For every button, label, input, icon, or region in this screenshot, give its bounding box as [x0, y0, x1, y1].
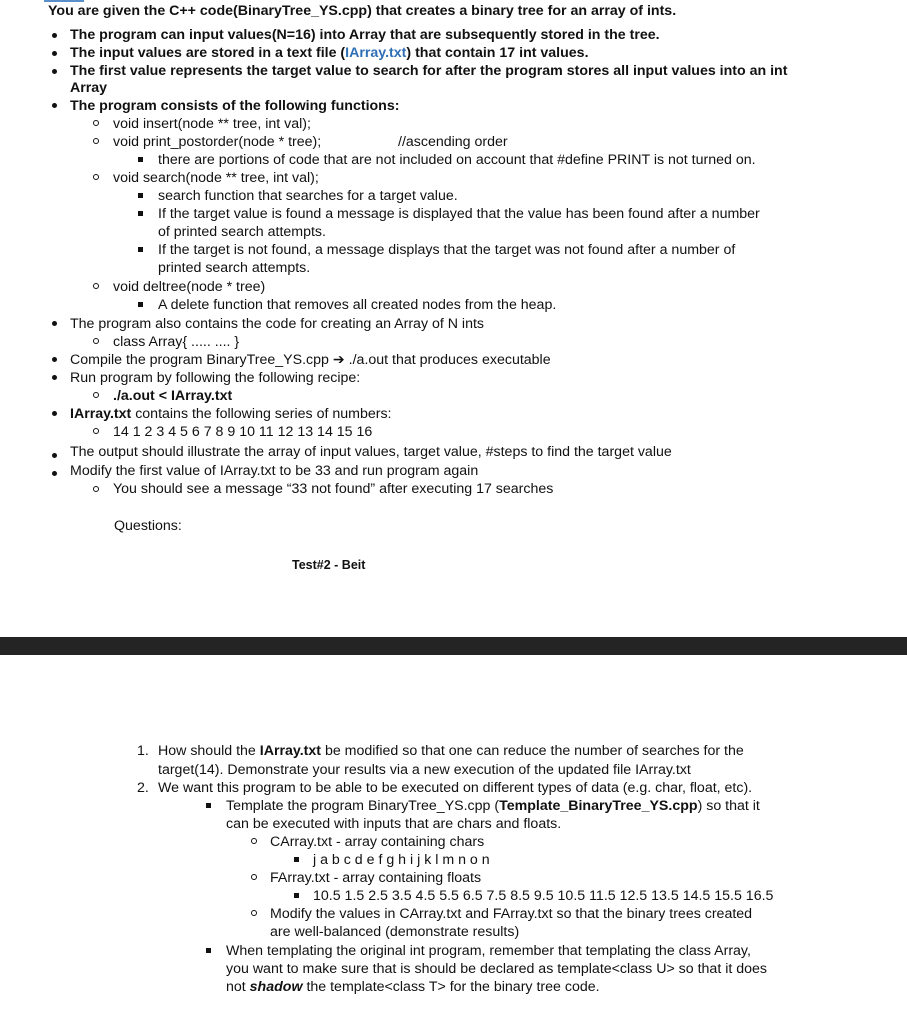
- sub-bullet-text: there are portions of code that are not included on account that #define PRINT is not turned on.: [158, 152, 756, 168]
- sub-bullet-text: If the target value is found a message is displayed that the value has been found after a number: [158, 206, 760, 222]
- sub-bullet-text: A delete function that removes all created nodes from the heap.: [158, 297, 557, 313]
- function-search: void search(node ** tree, int val);: [113, 170, 319, 186]
- questions-label: Questions:: [114, 518, 182, 534]
- sub-bullet-text: Template the program BinaryTree_YS.cpp (Template_BinaryTree_YS.cpp) so that it: [226, 798, 760, 814]
- template-note-cont: not shadow the template<class T> for the binary tree code.: [226, 979, 600, 995]
- bullet-disc: [52, 411, 57, 416]
- bullet-text: Modify the first value of IArray.txt to be 33 and run program again: [70, 463, 479, 479]
- page-divider-band: [0, 637, 907, 655]
- class-array: class Array{ ..... .... }: [113, 334, 240, 350]
- bullet-circle: [251, 874, 257, 880]
- question-2-text: We want this program to be able to be executed on different types of data (e.g. char, float, etc).: [158, 780, 753, 796]
- function-insert: void insert(node ** tree, int val);: [113, 116, 311, 132]
- bullet-disc: [52, 471, 57, 476]
- bullet-text: The first value represents the target value to search for after the program stores all input values into an int: [70, 63, 788, 79]
- bullet-disc: [52, 375, 57, 380]
- bullet-circle: [251, 838, 257, 844]
- bullet-disc: [52, 357, 57, 362]
- carray-values: j a b c d e f g h i j k l m n o n: [313, 852, 490, 868]
- modify-text: Modify the values in CArray.txt and FArray.txt so that the binary trees created: [270, 906, 753, 922]
- bullet-square: [138, 302, 143, 307]
- bullet-circle: [93, 428, 99, 434]
- template-note-cont: you want to make sure that is should be declared as template<class U> so that it does: [226, 961, 768, 977]
- bullet-square: [138, 247, 143, 252]
- bullet-circle: [93, 174, 99, 180]
- bullet-text: The program can input values(N=16) into Array that are subsequently stored in the tree.: [70, 27, 660, 43]
- bullet-disc: [52, 321, 57, 326]
- template-note: When templating the original int program, remember that templating the class Array,: [226, 943, 751, 959]
- bullet-square: [138, 193, 143, 198]
- modify-text-cont: are well-balanced (demonstrate results): [270, 924, 520, 940]
- bullet-disc: [52, 33, 57, 38]
- bullet-text: IArray.txt contains the following series of numbers:: [70, 406, 392, 422]
- sub-bullet-text-cont: can be executed with inputs that are chars and floats.: [226, 816, 562, 832]
- function-deltree: void deltree(node * tree): [113, 279, 266, 295]
- question-number: 1.: [137, 743, 149, 759]
- question-1-text: How should the IArray.txt be modified so that one can reduce the number of searches for the: [158, 743, 744, 759]
- bullet-square: [206, 803, 211, 808]
- number-series: 14 1 2 3 4 5 6 7 8 9 10 11 12 13 14 15 16: [113, 424, 373, 440]
- farray-values: 10.5 1.5 2.5 3.5 4.5 5.5 6.5 7.5 8.5 9.5 10.5 11.5 12.5 13.5 14.5 15.5 16.5: [313, 888, 774, 904]
- bullet-disc: [52, 69, 57, 74]
- test-label: Test#2 - Beit: [292, 558, 366, 572]
- comment-ascending: //ascending order: [398, 134, 508, 150]
- bullet-text: The program consists of the following functions:: [70, 98, 400, 114]
- file-link-iarray: IArray.txt: [345, 45, 407, 61]
- bullet-circle: [93, 283, 99, 289]
- bullet-disc: [52, 103, 57, 108]
- bullet-square: [294, 893, 299, 898]
- sub-bullet-text: search function that searches for a target value.: [158, 188, 458, 204]
- intro-title: You are given the C++ code(BinaryTree_YS.cpp) that creates a binary tree for an array of ints.: [48, 3, 677, 19]
- bullet-circle: [93, 392, 99, 398]
- sub-bullet-text-cont: of printed search attempts.: [158, 224, 326, 240]
- bullet-square: [294, 857, 299, 862]
- question-1-cont: target(14). Demonstrate your results via a new execution of the updated file IArray.txt: [158, 762, 691, 778]
- sub-bullet-text-cont: printed search attempts.: [158, 260, 311, 276]
- bullet-circle: [93, 120, 99, 126]
- carray-text: CArray.txt - array containing chars: [270, 834, 485, 850]
- bullet-square: [206, 948, 211, 953]
- bullet-circle: [251, 910, 257, 916]
- bullet-text-cont: Array: [70, 80, 108, 96]
- bullet-text: The program also contains the code for creating an Array of N ints: [70, 316, 485, 332]
- farray-text: FArray.txt - array containing floats: [270, 870, 482, 886]
- bullet-circle: [93, 338, 99, 344]
- top-accent-bar: [44, 0, 84, 2]
- bullet-text: The input values are stored in a text file (IArray.txt) that contain 17 int values.: [70, 45, 589, 61]
- question-number: 2.: [137, 780, 149, 796]
- bullet-text: Run program by following the following recipe:: [70, 370, 361, 386]
- function-print-postorder: void print_postorder(node * tree);: [113, 134, 322, 150]
- sub-bullet-text: If the target is not found, a message displays that the target was not found after a number of: [158, 242, 736, 258]
- bullet-text: Compile the program BinaryTree_YS.cpp ➔ ./a.out that produces executable: [70, 352, 551, 368]
- bullet-square: [138, 211, 143, 216]
- bullet-text: The output should illustrate the array of input values, target value, #steps to find the target value: [70, 444, 672, 460]
- bullet-square: [138, 157, 143, 162]
- bullet-circle: [93, 138, 99, 144]
- sub-bullet-text: You should see a message “33 not found” after executing 17 searches: [113, 481, 554, 497]
- bullet-disc: [52, 453, 57, 458]
- bullet-circle: [93, 486, 99, 492]
- bullet-disc: [52, 51, 57, 56]
- command-run: ./a.out < IArray.txt: [113, 388, 233, 404]
